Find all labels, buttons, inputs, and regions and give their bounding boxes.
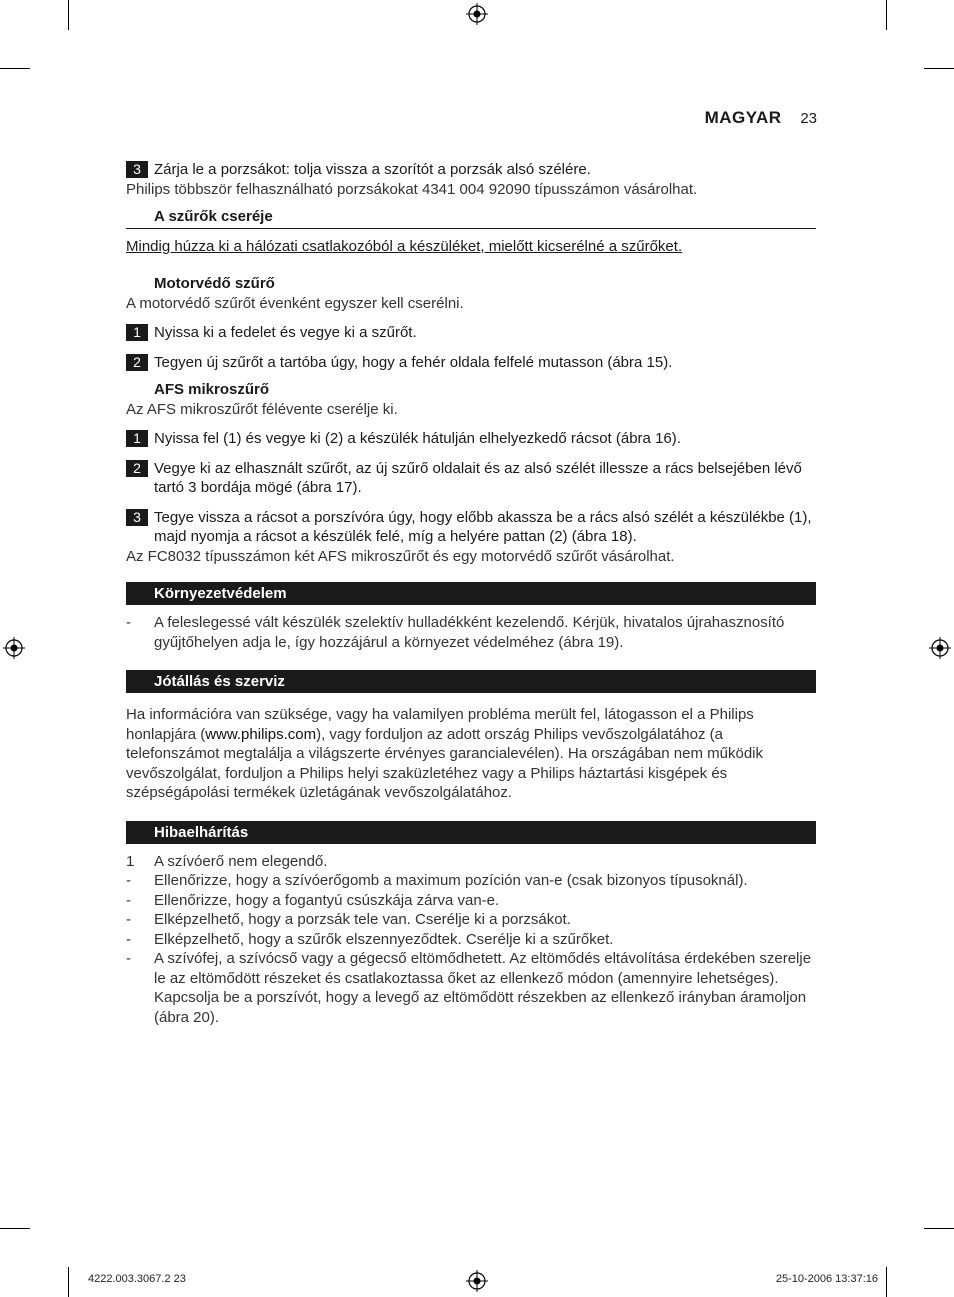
step-number: 3 (126, 161, 148, 178)
list-text: Ellenőrizze, hogy a fogantyú csúszkája zárva van-e. (154, 891, 500, 909)
page-header (705, 108, 817, 128)
step-number: 1 (126, 324, 148, 341)
troubleshooting-heading: Hibaelhárítás (126, 821, 816, 844)
crop-mark (68, 1267, 69, 1297)
list-item (126, 613, 816, 652)
document-body (126, 160, 816, 1027)
filters-heading: A szűrők cseréje (126, 207, 816, 229)
list-marker: - (126, 930, 131, 948)
list-text: Elképzelhető, hogy a porzsák tele van. Cserélje ki a porzsákot. (154, 911, 571, 928)
list-text: A szívóerő nem elegendő. (154, 852, 328, 870)
list-item (126, 949, 816, 1027)
footer-code: 4222.003.3067.2 23 (88, 1273, 186, 1285)
warranty-heading: Jótállás és szerviz (126, 670, 816, 693)
warranty-text-before: Ha információra van szüksége, vagy ha valamilyen probléma merült fel, látogasson el a Philips honlapjára ( (126, 706, 754, 743)
list-text: Ellenőrizze, hogy a szívóerőgomb a maximum pozíción van-e (csak bizonyos típusoknál). (154, 872, 748, 889)
step-number: 3 (126, 509, 148, 526)
list-item (126, 930, 816, 950)
motor-filter-heading: Motorvédő szűrő (154, 275, 275, 292)
crop-mark (886, 0, 887, 30)
registration-mark-icon (466, 1270, 488, 1292)
environment-heading: Környezetvédelem (126, 582, 816, 605)
step-item (126, 353, 816, 373)
step-text: Nyissa fel (1) és vegye ki (2) a készülék hátulján elhelyezkedő rácsot (ábra 16). (154, 430, 681, 447)
step-number: 1 (126, 430, 148, 447)
step-number: 2 (126, 460, 148, 477)
filters-warning: Mindig húzza ki a hálózati csatlakozóból a készüléket, mielőtt kicserélné a szűrőket. (126, 237, 683, 255)
list-marker: - (126, 950, 131, 967)
warranty-text (126, 705, 816, 803)
crop-mark (0, 68, 30, 69)
list-item (126, 871, 816, 891)
list-marker: 1 (126, 852, 135, 870)
registration-mark-icon (929, 637, 951, 659)
afs-filter-intro: Az AFS mikroszűrőt félévente cserélje ki. (126, 400, 398, 418)
list-text: Elképzelhető, hogy a szűrők elszennyeződtek. Cserélje ki a szűrőket. (154, 930, 614, 948)
registration-mark-icon (3, 637, 25, 659)
list-marker: - (126, 614, 131, 631)
motor-filter-intro: A motorvédő szűrőt évenként egyszer kell cserélni. (126, 294, 464, 312)
step-number: 2 (126, 354, 148, 371)
list-marker: - (126, 891, 131, 909)
crop-mark (924, 1228, 954, 1229)
list-text: A feleslegessé vált készülék szelektív hulladékként kezelendő. Kérjük, hivatalos újrahasznosító gyűjtőhelyen adja le, így hozzájárul a környezet védelméhez (ábra 19). (154, 614, 785, 651)
registration-mark-icon (466, 3, 488, 25)
step-text: Zárja le a porzsákot: tolja vissza a szorítót a porzsák alsó szélére. (154, 161, 591, 178)
crop-mark (68, 0, 69, 30)
afs-filter-heading: AFS mikroszűrő (154, 381, 270, 398)
list-text: A szívófej, a szívócső vagy a gégecső eltömődhetett. Az eltömődés eltávolítása érdekében szerelje le az eltömődött részeket és csatlakoztassa őket az ellenkező módon (amennyire lehetséges). Kapcsolja be a porszívót, hogy a levegő az eltömődött részekben az ellenkező irányban áramoljon (ábra 20). (154, 950, 812, 1026)
page-number: 23 (800, 110, 817, 127)
philips-website-link[interactable]: www.philips.com (205, 725, 317, 743)
warranty-text-after: ), vagy forduljon az adott ország Philips vevőszolgálatához (a telefonszámot megtalálja a világszerte érvényes garancialevélen). Ha országában nem működik vevőszolgálat, forduljon a Philips helyi szaküzletéhez vagy a Philips háztartási kisgépek és szépségápolási termékek üzletágának vevőszolgálatához. (126, 725, 764, 801)
step-item (126, 160, 816, 180)
bag-note: Philips többször felhasználható porzsákokat 4341 004 92090 típusszámon vásárolhat. (126, 180, 698, 198)
crop-mark (0, 1228, 30, 1229)
afs-note: Az FC8032 típusszámon két AFS mikroszűrőt és egy motorvédő szűrőt vásárolhat. (126, 547, 675, 565)
step-text: Nyissa ki a fedelet és vegye ki a szűrőt. (154, 324, 417, 341)
list-item (126, 891, 816, 911)
step-item (126, 508, 816, 547)
crop-mark (924, 68, 954, 69)
step-item (126, 429, 816, 449)
list-item (126, 910, 816, 930)
list-marker: - (126, 911, 131, 928)
crop-mark (886, 1267, 887, 1297)
step-text: Tegyen új szűrőt a tartóba úgy, hogy a fehér oldala felfelé mutasson (ábra 15). (154, 353, 673, 371)
language-label: MAGYAR (704, 108, 782, 127)
step-text: Tegye vissza a rácsot a porszívóra úgy, hogy előbb akassza be a rács alsó szélét a készülékbe (1), majd nyomja a rácsot a készülék felé, míg a helyére pattan (2) (ábra 18). (154, 508, 812, 545)
step-item (126, 459, 816, 498)
step-item (126, 323, 816, 343)
list-item (126, 852, 816, 872)
footer-datetime: 25-10-2006 13:37:16 (775, 1273, 878, 1285)
step-text: Vegye ki az elhasznált szűrőt, az új szűrő oldalait és az alsó szélét illessze a rács belsejében lévő tartó 3 bordája mögé (ábra 17). (154, 459, 802, 496)
list-marker: - (126, 872, 131, 889)
